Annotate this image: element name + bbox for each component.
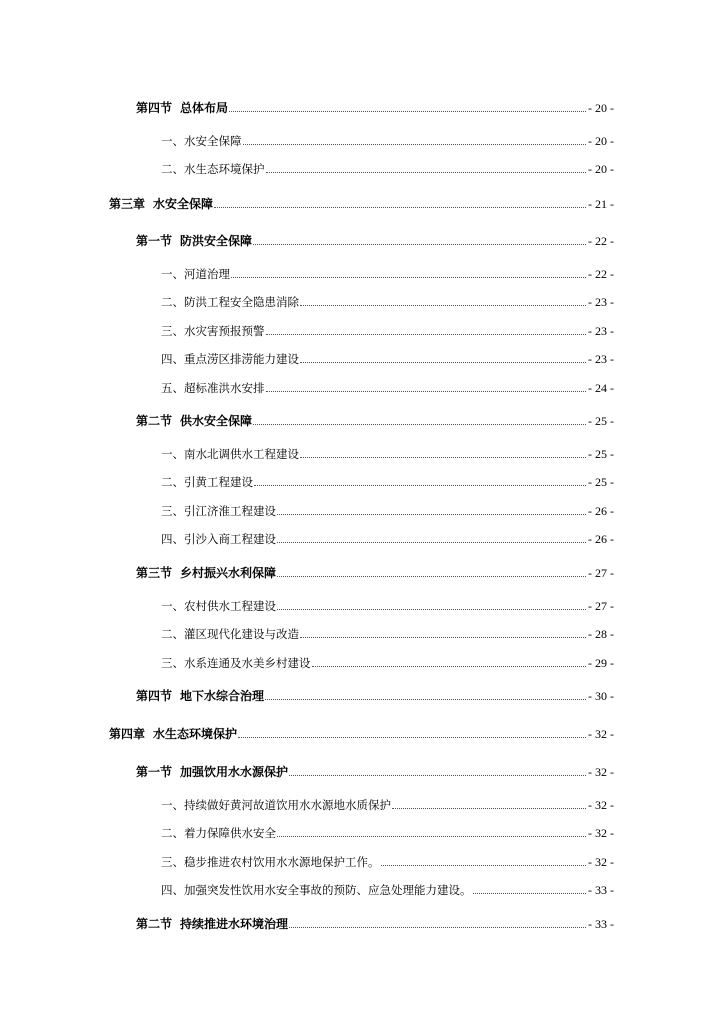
dot-leader [254, 484, 586, 486]
toc-entry-title [161, 598, 276, 614]
toc-entry-text: 水系连通及水美乡村建设 [184, 656, 311, 670]
toc-entry-title [161, 161, 265, 177]
toc-entry[interactable] [136, 688, 614, 704]
dot-leader [266, 333, 587, 335]
toc-entry-text: 着力保障供水安全 [184, 826, 276, 840]
toc-entry-title [161, 655, 311, 671]
toc-entry-title [161, 446, 299, 462]
toc-entry[interactable] [136, 413, 614, 429]
toc-entry-text: 水生态环境保护 [184, 162, 265, 176]
toc-entry-title [109, 196, 213, 212]
dot-leader [277, 541, 586, 543]
toc-entry-title [136, 764, 288, 780]
dot-leader [300, 304, 586, 306]
toc-entry[interactable] [136, 916, 614, 932]
toc-entry-label: 三、 [161, 504, 184, 518]
toc-entry-title [161, 503, 276, 519]
dot-leader [300, 456, 586, 458]
toc-entry-text: 稳步推进农村饮用水水源地保护工作。 [184, 855, 380, 869]
toc-entry[interactable] [161, 161, 614, 177]
toc-page-number: - 20 - [588, 162, 614, 176]
toc-page-number: - 27 - [588, 566, 614, 580]
toc-entry-text: 水灾害预报预警 [184, 324, 265, 338]
toc-entry-label: 第二节 [136, 917, 173, 931]
toc-entry-label: 五、 [161, 381, 184, 395]
toc-entry-label: 二、 [161, 475, 184, 489]
toc-entry-text: 地下水综合治理 [180, 689, 265, 703]
toc-page-number: - 25 - [588, 447, 614, 461]
toc-entry[interactable] [161, 380, 614, 396]
toc-page-number: - 25 - [588, 475, 614, 489]
toc-entry-title [161, 294, 299, 310]
toc-entry-title [136, 565, 276, 581]
toc-entry[interactable] [161, 882, 614, 898]
toc-entry[interactable] [109, 196, 614, 212]
dot-leader [266, 390, 587, 392]
toc-entry-text: 超标准洪水安排 [184, 381, 265, 395]
toc-entry-label: 二、 [161, 627, 184, 641]
dot-leader [243, 143, 587, 145]
toc-page-number: - 32 - [588, 798, 614, 812]
dot-leader [277, 513, 586, 515]
toc-page-number: - 33 - [588, 917, 614, 931]
toc-entry-text: 农村供水工程建设 [184, 599, 276, 613]
toc-entry-title [136, 413, 252, 429]
toc-page-number: - 26 - [588, 532, 614, 546]
toc-entry[interactable] [161, 133, 614, 149]
toc-entry[interactable] [161, 797, 614, 813]
dot-leader [214, 206, 586, 208]
toc-entry[interactable] [136, 565, 614, 581]
dot-leader [312, 665, 587, 667]
toc-entry[interactable] [161, 825, 614, 841]
toc-entry-label: 三、 [161, 656, 184, 670]
toc-entry-label: 第三章 [109, 197, 146, 211]
toc-entry[interactable] [161, 854, 614, 870]
dot-leader [277, 608, 586, 610]
toc-entry-title [161, 266, 230, 282]
toc-entry-title [136, 100, 228, 116]
toc-entry[interactable] [161, 655, 614, 671]
dot-leader [473, 892, 587, 894]
toc-entry-label: 第四节 [136, 101, 173, 115]
toc-page-number: - 33 - [588, 883, 614, 897]
dot-leader [265, 698, 586, 700]
toc-entry-title [161, 380, 265, 396]
toc-entry-title [136, 233, 252, 249]
toc-entry-label: 第四章 [109, 727, 146, 741]
toc-entry[interactable] [161, 474, 614, 490]
toc-page-number: - 28 - [588, 627, 614, 641]
toc-entry-label: 四、 [161, 352, 184, 366]
toc-entry-text: 防洪工程安全隐患消除 [184, 295, 299, 309]
toc-entry-text: 引黄工程建设 [184, 475, 253, 489]
toc-page-number: - 26 - [588, 504, 614, 518]
toc-entry-label: 一、 [161, 798, 184, 812]
toc-entry-label: 三、 [161, 324, 184, 338]
toc-page-number: - 24 - [588, 381, 614, 395]
toc-entry-text: 总体布局 [180, 101, 229, 115]
toc-page-number: - 22 - [588, 267, 614, 281]
toc-entry-label: 一、 [161, 447, 184, 461]
toc-entry-title [161, 797, 391, 813]
toc-page-number: - 32 - [588, 765, 614, 779]
toc-entry-label: 二、 [161, 162, 184, 176]
toc-entry-text: 加强突发性饮用水安全事故的预防、应急处理能力建设。 [184, 883, 472, 897]
toc-entry-text: 防洪安全保障 [180, 234, 253, 248]
toc-entry[interactable] [136, 100, 614, 116]
toc-entry[interactable] [161, 626, 614, 642]
toc-page-number: - 23 - [588, 324, 614, 338]
dot-leader [300, 361, 586, 363]
toc-entry-title [109, 726, 237, 742]
toc-entry-label: 第三节 [136, 566, 173, 580]
toc-entry-title [161, 351, 299, 367]
toc-entry-label: 二、 [161, 826, 184, 840]
toc-entry[interactable] [161, 503, 614, 519]
toc-entry[interactable] [161, 323, 614, 339]
dot-leader [277, 575, 586, 577]
toc-page-number: - 20 - [588, 134, 614, 148]
toc-entry-label: 四、 [161, 883, 184, 897]
toc-entry-label: 第一节 [136, 234, 173, 248]
toc-entry-label: 第二节 [136, 414, 173, 428]
toc-entry-text: 乡村振兴水利保障 [180, 566, 277, 580]
toc-entry-text: 引江济淮工程建设 [184, 504, 276, 518]
toc-entry[interactable] [161, 351, 614, 367]
toc-page-number: - 25 - [588, 414, 614, 428]
toc-entry[interactable] [161, 446, 614, 462]
toc-entry-title [161, 133, 242, 149]
toc-entry-title [136, 688, 264, 704]
toc-entry-text: 供水安全保障 [180, 414, 253, 428]
toc-entry-title [161, 531, 276, 547]
toc-entry-text: 引沙入商工程建设 [184, 532, 276, 546]
toc-entry-title [136, 916, 288, 932]
dot-leader [266, 171, 587, 173]
toc-entry-text: 持续推进水环境治理 [180, 917, 289, 931]
toc-entry[interactable] [161, 294, 614, 310]
dot-leader [238, 736, 586, 738]
toc-entry-label: 第一节 [136, 765, 173, 779]
toc-page-number: - 20 - [588, 101, 614, 115]
toc-entry-title [161, 854, 380, 870]
toc-entry[interactable] [161, 598, 614, 614]
toc-entry-text: 重点涝区排涝能力建设 [184, 352, 299, 366]
toc-entry[interactable] [136, 764, 614, 780]
dot-leader [231, 276, 586, 278]
toc-entry-text: 灌区现代化建设与改造 [184, 627, 299, 641]
toc-entry-title [161, 825, 276, 841]
toc-entry-text: 加强饮用水水源保护 [180, 765, 289, 779]
toc-entry[interactable] [161, 531, 614, 547]
toc-page-number: - 21 - [588, 197, 614, 211]
toc-entry-text: 水安全保障 [153, 197, 214, 211]
toc-entry-text: 持续做好黄河故道饮用水水源地水质保护 [184, 798, 391, 812]
toc-entry-title [161, 323, 265, 339]
toc-page-number: - 22 - [588, 234, 614, 248]
toc-page-number: - 32 - [588, 727, 614, 741]
toc-entry-text: 水安全保障 [184, 134, 242, 148]
toc-entry-label: 一、 [161, 599, 184, 613]
dot-leader [253, 423, 586, 425]
toc-entry-label: 一、 [161, 134, 184, 148]
toc-entry-label: 一、 [161, 267, 184, 281]
toc-entry-text: 河道治理 [184, 267, 230, 281]
toc-entry-text: 南水北调供水工程建设 [184, 447, 299, 461]
dot-leader [277, 835, 586, 837]
dot-leader [229, 110, 586, 112]
toc-page-number: - 23 - [588, 352, 614, 366]
dot-leader [300, 636, 586, 638]
toc-entry[interactable] [161, 266, 614, 282]
toc-page-number: - 32 - [588, 826, 614, 840]
toc-entry-title [161, 474, 253, 490]
dot-leader [253, 243, 586, 245]
dot-leader [392, 807, 586, 809]
toc-page-number: - 30 - [588, 689, 614, 703]
toc-entry-label: 第四节 [136, 689, 173, 703]
toc-entry-label: 三、 [161, 855, 184, 869]
toc-entry-text: 水生态环境保护 [153, 727, 238, 741]
toc-entry[interactable] [109, 726, 614, 742]
toc-entry[interactable] [136, 233, 614, 249]
toc-page-number: - 32 - [588, 855, 614, 869]
dot-leader [289, 774, 586, 776]
dot-leader [289, 926, 586, 928]
toc-entry-label: 四、 [161, 532, 184, 546]
toc-entry-title [161, 626, 299, 642]
toc-page-number: - 23 - [588, 295, 614, 309]
dot-leader [381, 864, 587, 866]
toc-entry-title [161, 882, 472, 898]
toc-page-number: - 29 - [588, 656, 614, 670]
toc-entry-label: 二、 [161, 295, 184, 309]
toc-page-number: - 27 - [588, 599, 614, 613]
